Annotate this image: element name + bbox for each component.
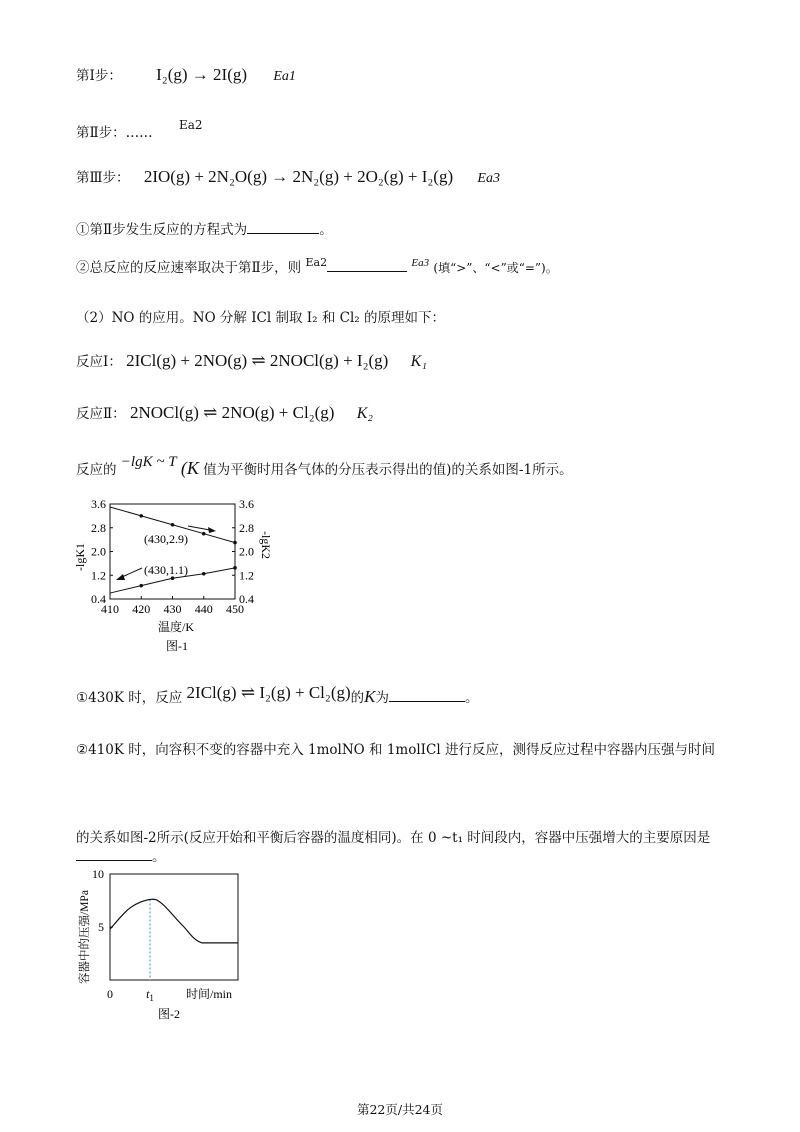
x-tick-label: 450 (226, 602, 244, 616)
step1-energy: Ea1 (273, 69, 296, 84)
y-tick-label: 5 (98, 920, 104, 934)
question-2-prefix: ②总反应的反应速率取决于第Ⅱ步，则 (76, 260, 302, 276)
y-tick-label-left: 2.8 (91, 520, 106, 535)
relation-paren: (K (180, 458, 199, 478)
reaction-1 (76, 350, 427, 371)
figure-2-ylabel: 容器中的压强/MPa (79, 890, 91, 984)
y-tick-label-right: 3.6 (239, 497, 254, 511)
question-3-equation: 2ICl(g) ⇌ I₂(g) + Cl₂(g) (186, 683, 351, 702)
reaction-2-k: K₂ (356, 405, 373, 422)
x-tick-label: 410 (101, 602, 119, 616)
y-tick-label-right: 2.8 (239, 520, 254, 535)
y-tick-label-right: 2.0 (239, 544, 254, 559)
step3-equation: 2IO(g) + 2N₂O(g) → 2N₂(g) + 2O₂(g) + I₂(g) (143, 167, 454, 186)
question-4-line-2-text: 的关系如图-2所示(反应开始和平衡后容器的温度相同)。在 0 ~t₁ 时间段内，容器中压强增大的主要原因是 (76, 830, 711, 846)
answer-blank (389, 689, 465, 702)
x-tick-label: 430 (163, 602, 182, 616)
question-3-mid: 的 (350, 690, 365, 706)
figure-2-caption: 图-2 (158, 1007, 180, 1021)
reaction-1-k: K₁ (410, 353, 427, 370)
step2-line (76, 118, 203, 141)
arrow-head-right (208, 527, 216, 533)
y-tick-label-left: 1.2 (91, 568, 106, 583)
relation-formula: −lgK ~ T (120, 454, 177, 470)
figure-1-ylabel-left: -lgK1 (73, 543, 87, 571)
step3-label: 第Ⅲ步： (76, 170, 130, 186)
y-tick-label-left: 0.4 (91, 592, 106, 606)
data-point (233, 566, 237, 570)
question-3-suffix: 为 (375, 690, 389, 706)
relation-line (76, 454, 573, 479)
figure-1-frame (110, 504, 235, 599)
figure-1-ylabel-right: -lgK2 (259, 531, 273, 559)
figure-1-annotation-lower: (430,1.1) (144, 563, 188, 577)
reaction-2-equation: 2NOCl(g) ⇌ 2NO(g) + Cl₂(g) (129, 403, 335, 422)
reaction-1-equation: 2ICl(g) + 2NO(g) ⇌ 2NOCl(g) + I₂(g) (126, 351, 389, 370)
pressure-curve (110, 899, 238, 943)
relation-suffix: 值为平衡时用各气体的分压表示得出的值)的关系如图-1所示。 (203, 462, 573, 478)
relation-prefix: 反应的 (76, 462, 117, 478)
answer-blank (247, 221, 319, 234)
reaction-2 (76, 402, 373, 423)
answer-blank (327, 259, 407, 272)
step1-label: 第Ⅰ步： (76, 68, 122, 84)
y-tick-label-left: 3.6 (91, 497, 106, 511)
question-3-k: K (364, 687, 376, 706)
question-4-line-1-text: ②410K 时，向容积不变的容器中充入 1molNO 和 1molICl 进行反应，测得反应过程中容器内压强与时间 (76, 742, 715, 758)
figure-2-chart (74, 866, 254, 1028)
step1-line (76, 64, 296, 85)
part-2-text: （2）NO 的应用。NO 分解 ICl 制取 I₂ 和 Cl₂ 的原理如下： (76, 310, 445, 326)
step3-energy: Ea3 (477, 171, 500, 186)
question-1-text: ①第Ⅱ步发生反应的方程式为 (76, 222, 248, 238)
x-tick-label: 440 (194, 602, 213, 616)
step2-energy: Ea2 (178, 118, 203, 132)
step2-label: 第Ⅱ步：…… (76, 125, 153, 141)
data-point (233, 541, 237, 545)
step3-line (76, 166, 500, 187)
data-point (139, 514, 143, 518)
y-tick-label-left: 2.0 (91, 544, 106, 559)
page-footer: 第22页/共24页 (356, 1102, 444, 1117)
figure-1-annotation-upper: (430,2.9) (144, 532, 188, 546)
data-point (171, 523, 175, 527)
question-4-end: 。 (152, 849, 166, 865)
question-3-prefix: ①430K 时，反应 (76, 690, 183, 706)
figure-1-caption: 图-1 (166, 639, 188, 653)
answer-blank (76, 848, 152, 861)
reaction-2-label: 反应Ⅱ： (76, 406, 126, 422)
figure-2-xlabel: 时间/min (186, 987, 233, 1001)
part-2-intro (76, 306, 445, 326)
question-3 (76, 683, 479, 707)
x-tick-label: 420 (132, 602, 151, 616)
question-2-suffix: (填“>”、“<”或“=”)。 (433, 261, 558, 275)
data-point (139, 584, 143, 588)
question-4-line-2 (76, 826, 710, 846)
arrow-head-left (116, 574, 125, 580)
figure-2-frame (110, 874, 238, 980)
question-2 (76, 256, 558, 276)
data-point (202, 572, 206, 576)
arrow-to-right-axis (188, 526, 210, 530)
figure-1-chart (70, 496, 280, 656)
question-3-end: 。 (465, 690, 479, 706)
x-tick-label-t1: $t_1$ (146, 987, 154, 1003)
x-tick-label-origin: 0 (107, 987, 113, 1001)
y-tick-label: 10 (92, 867, 104, 881)
question-1 (76, 218, 333, 238)
question-4-line-1 (76, 738, 715, 758)
ea3-label: Ea3 (411, 257, 430, 269)
arrow-to-left-axis (122, 568, 142, 577)
figure-1-xlabel: 温度/K (158, 620, 195, 634)
step1-equation: I₂(g) → 2I(g) (156, 65, 248, 84)
question-4-answer (76, 845, 166, 865)
y-tick-label-right: 0.4 (239, 592, 254, 606)
data-point (202, 532, 206, 536)
ea2-label: Ea2 (305, 256, 328, 269)
question-1-end: 。 (319, 222, 333, 238)
reaction-1-label: 反应Ⅰ： (76, 354, 122, 370)
y-tick-label-right: 1.2 (239, 568, 254, 583)
